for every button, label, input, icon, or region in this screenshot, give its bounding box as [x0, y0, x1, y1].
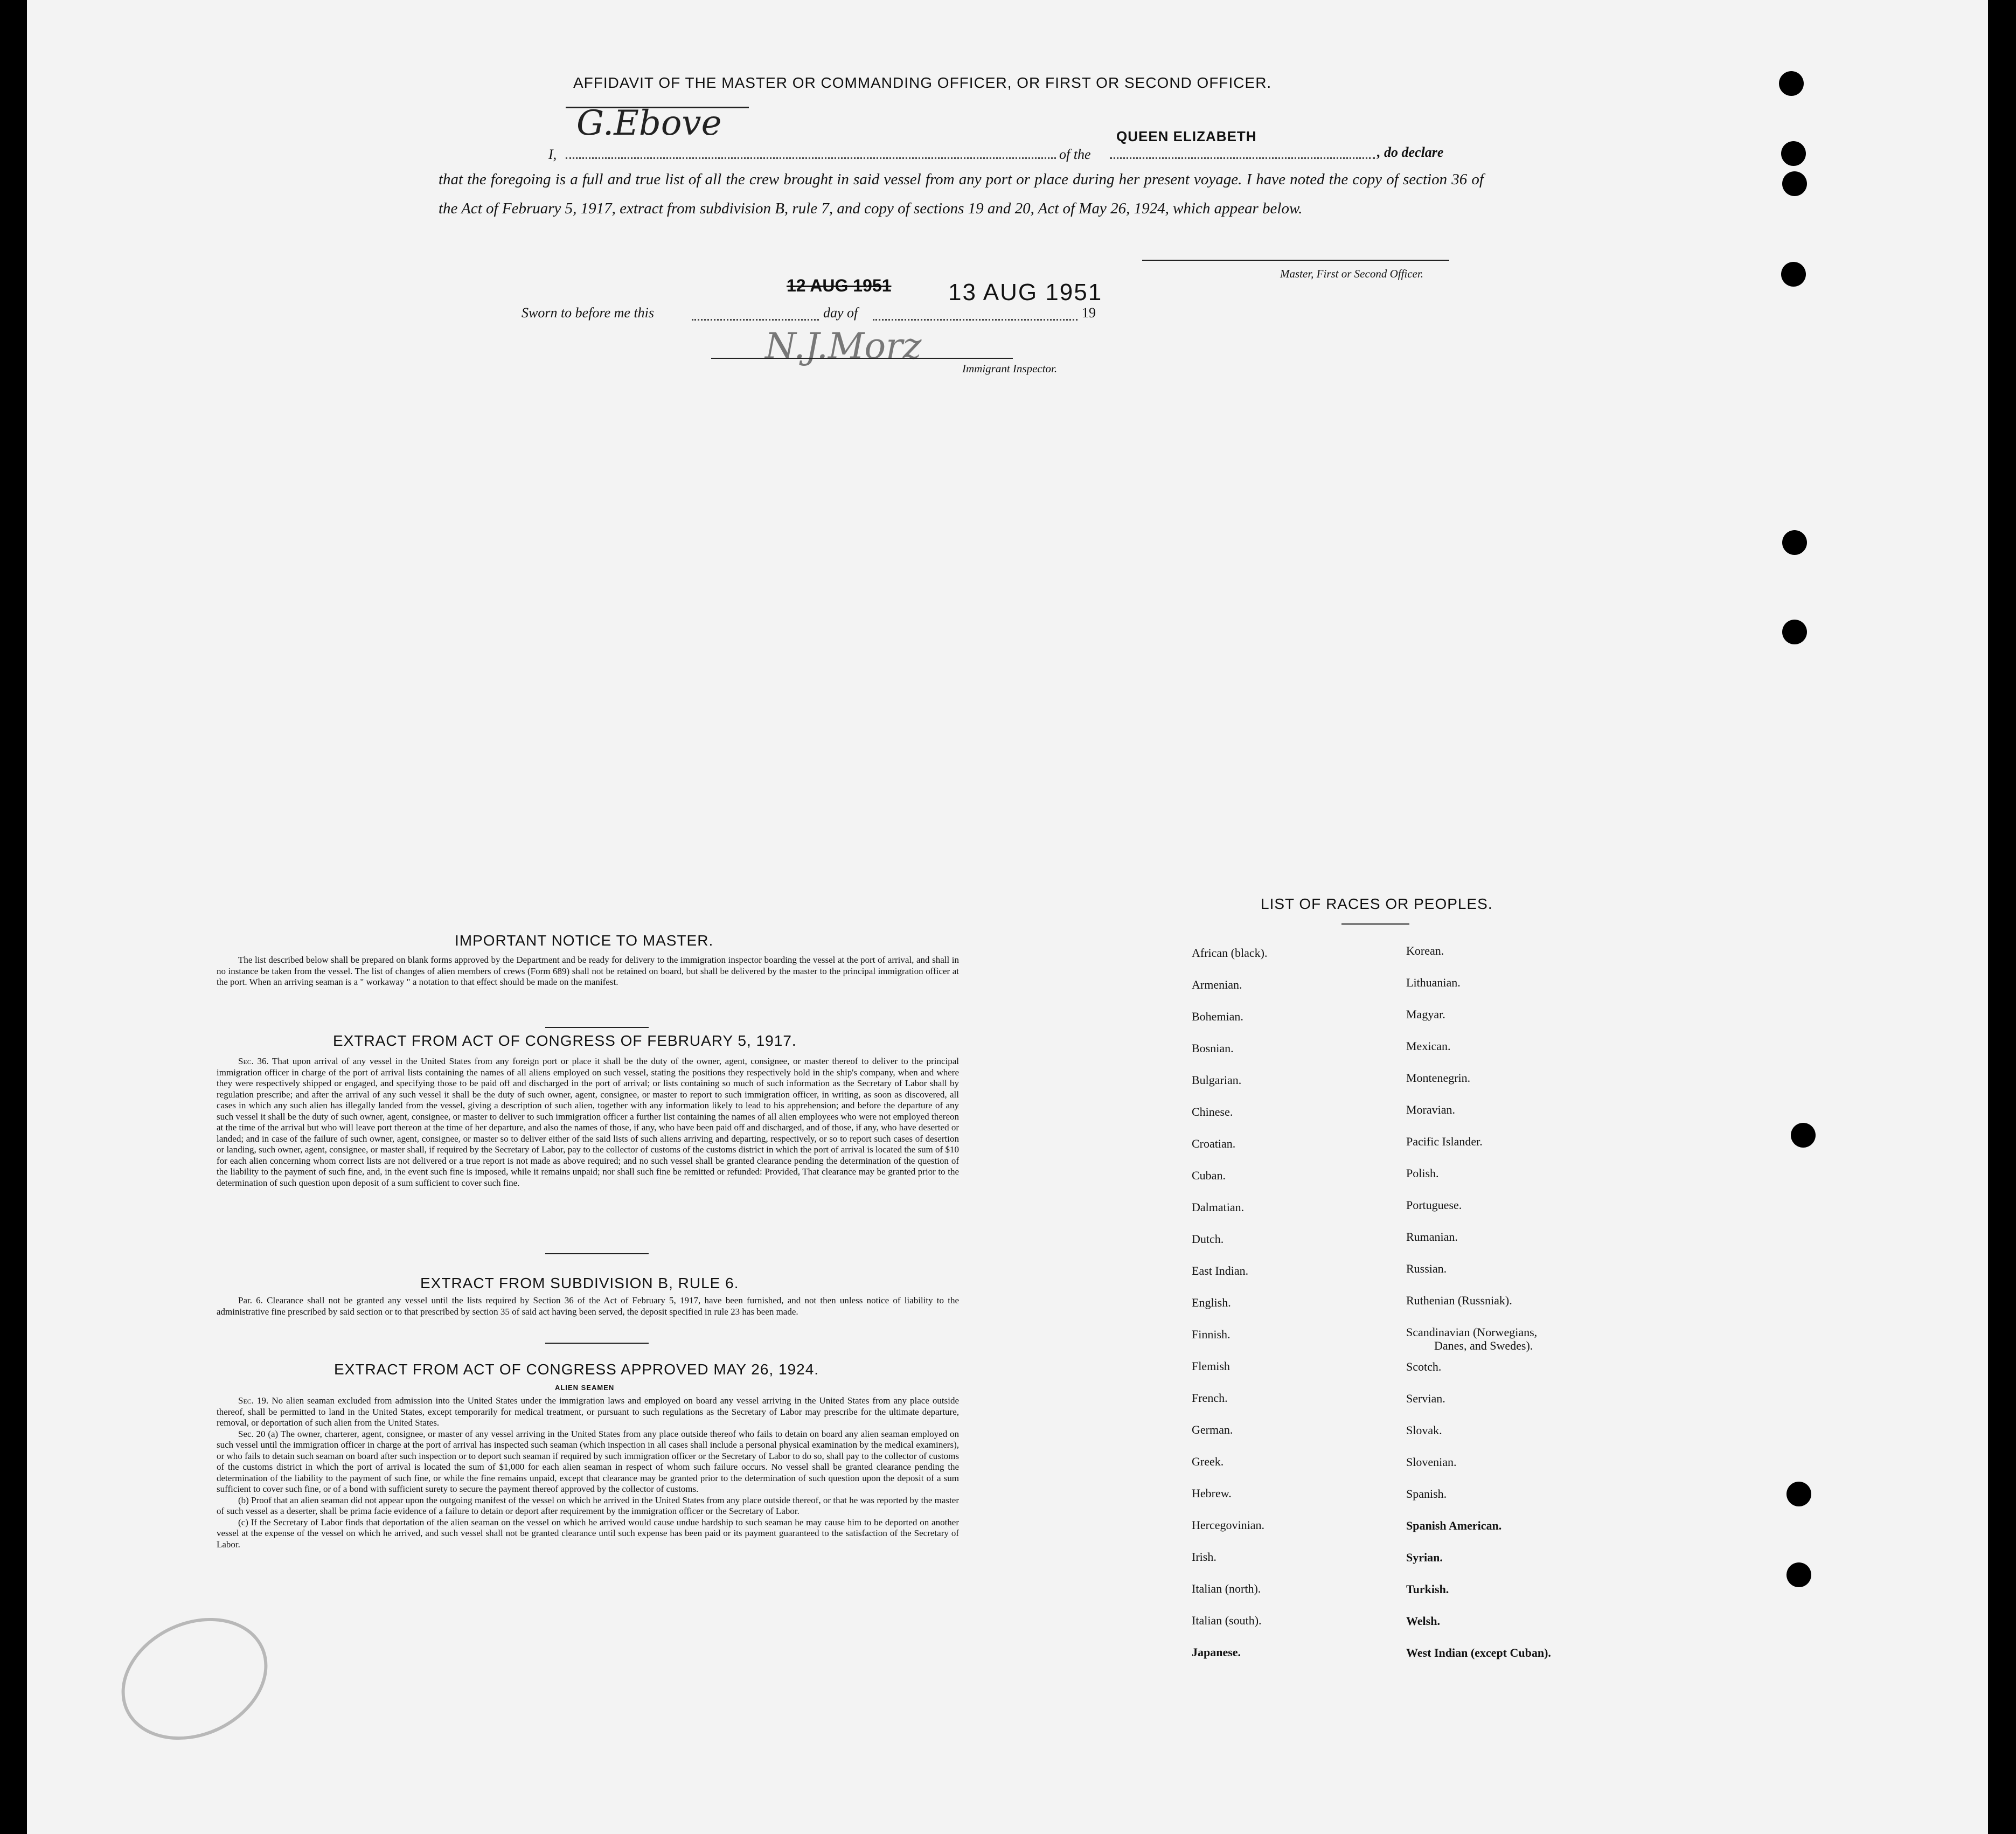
binder-hole [1782, 530, 1807, 555]
sec20c-label: (c) [238, 1517, 248, 1527]
vessel-name-line [1110, 157, 1375, 159]
race-item: Armenian. [1192, 978, 1242, 991]
races-title-rule [1341, 923, 1409, 925]
rule6-text [217, 1295, 959, 1317]
extract-1924-body [217, 1395, 959, 1550]
race-item: Pacific Islander. [1406, 1135, 1483, 1148]
race-item: Slovak. [1406, 1423, 1442, 1437]
rule6-par-label: Par. 6. [238, 1295, 263, 1305]
sworn-day-line [692, 319, 819, 321]
race-item: Chinese. [1192, 1105, 1233, 1119]
race-item: Finnish. [1192, 1328, 1231, 1341]
section-divider [545, 1253, 649, 1254]
inspector-caption: Immigrant Inspector. [962, 362, 1058, 375]
race-item: Servian. [1406, 1392, 1445, 1405]
officer-name-line [566, 157, 1056, 159]
race-item: Japanese. [1192, 1645, 1241, 1659]
race-item: Bosnian. [1192, 1041, 1234, 1055]
sec19-text: No alien seaman excluded from admission into the United States under the immigration laws and employed on board any vessel arriving in the United States from any place outside thereof, shall be permitted to land in the United States, except temporarily for medical treatment, or pursuant to such regulations as the Secretary of Labor may prescribe for the ultimate departure, removal, or deportation of such alien from the United States. [217, 1395, 959, 1428]
race-item: West Indian (except Cuban). [1406, 1646, 1551, 1659]
sec20c-text: If the Secretary of Labor finds that deportation of the alien seaman on the vessel on which he arrived would cause undue hardship to such seaman he may cause him to be deported on another vessel at the expense of the vessel on which he arrived, and such vessel shall not be granted clearance until such expense has been paid or its payment guaranteed to the satisfaction of the Secretary of Labor. [217, 1517, 959, 1550]
race-item: Scandinavian (Norwegians, [1406, 1325, 1538, 1339]
race-item: Polish. [1406, 1166, 1439, 1180]
race-item: Korean. [1406, 944, 1444, 957]
race-item: Ruthenian (Russniak). [1406, 1294, 1512, 1307]
race-item: Croatian. [1192, 1137, 1236, 1150]
sec20a-text: The owner, charterer, agent, consignee, or master of any vessel arriving in the United States from any place outside thereof who fails to detain on board any alien seaman employed on such vessel until the immigration officer in charge at the port of arrival has inspected such seaman (which inspection in all cases shall include a personal physical examination by the medical examiners), or who fails to detain such seaman on board after such inspection or to deport such seaman if required by such immigration officer or the Secretary of Labor to do so, shall pay to the collector of customs of the customs district in which the port of arrival is located the sum of $1,000 for each alien seaman in respect of whom such failure occurs. No vessel shall be granted clearance pending the determination of the liability to the payment of such fine, or while the fine remains unpaid, except that clearance may be granted prior to the determination of such question upon the deposit of a sum sufficient to cover such fine, or of a bond with sufficient surety to secure the payment thereof approved by the collector of customs. [217, 1428, 959, 1494]
race-item: Greek. [1192, 1455, 1224, 1468]
alien-seamen-subtitle: ALIEN SEAMEN [555, 1384, 615, 1392]
race-item: Spanish. [1406, 1487, 1447, 1500]
race-item: Bohemian. [1192, 1010, 1243, 1023]
race-item: Scotch. [1406, 1360, 1442, 1373]
race-item: French. [1192, 1391, 1228, 1405]
binder-hole [1786, 1482, 1811, 1506]
extract-1917-sec-label: Sec. 36. [238, 1056, 269, 1066]
binder-hole [1782, 620, 1807, 644]
race-item: Dalmatian. [1192, 1200, 1245, 1214]
race-item: English. [1192, 1296, 1231, 1309]
day-of-label: day of [823, 305, 858, 321]
extract-1924-title: EXTRACT FROM ACT OF CONGRESS APPROVED MAY 26, 1924. [334, 1361, 819, 1378]
race-item-continuation: Danes, and Swedes). [1434, 1339, 1533, 1352]
notice-text: The list described below shall be prepared on blank forms approved by the Department and be ready for delivery to the immigration inspector boarding the vessel at the port of arrival, and shall in no instance be taken from the vessel. The list of changes of alien members of crews (Form 689) shall not be retained on board, but shall be delivered by the master to the principal immigration officer at the port. When an arriving seaman is a " workaway " a notation to that effect should be made on the manifest. [217, 955, 959, 987]
binder-hole [1786, 1562, 1811, 1587]
binder-hole [1779, 71, 1804, 96]
race-item: Turkish. [1406, 1582, 1449, 1596]
extract-1917-title: EXTRACT FROM ACT OF CONGRESS OF FEBRUARY 5, 1917. [333, 1032, 797, 1049]
race-item: Italian (north). [1192, 1582, 1261, 1595]
year-prefix: 19 [1082, 305, 1096, 321]
notice-title: IMPORTANT NOTICE TO MASTER. [455, 932, 714, 949]
race-item: Spanish American. [1406, 1519, 1502, 1532]
race-item: Lithuanian. [1406, 976, 1461, 989]
race-item: Hercegovinian. [1192, 1518, 1264, 1532]
i-label: I, [548, 147, 557, 162]
master-signature-line [1142, 260, 1449, 261]
extract-1917-text [217, 1056, 959, 1189]
officer-signature: G.Ebove [576, 103, 722, 143]
race-item: German. [1192, 1423, 1233, 1436]
section-divider [545, 1027, 649, 1028]
race-item: Hebrew. [1192, 1486, 1232, 1500]
race-item: Moravian. [1406, 1103, 1456, 1116]
rule6-title: EXTRACT FROM SUBDIVISION B, RULE 6. [420, 1275, 739, 1291]
sec20a-label: Sec. 20 (a) [238, 1428, 279, 1439]
vessel-name: QUEEN ELIZABETH [1116, 128, 1257, 144]
do-declare-label: , do declare [1377, 144, 1444, 160]
sec20b-text: Proof that an alien seaman did not appear upon the outgoing manifest of the vessel on which he arrived in the United States from any place outside thereof, or that he was reported by the master of such vessel as a deserter, shall be prima facie evidence of a failure to detain or deport after requirement by the immigration officer or the Secretary of Labor. [217, 1495, 959, 1516]
race-item: Cuban. [1192, 1169, 1226, 1182]
of-the-label: of the [1059, 147, 1091, 162]
sworn-label: Sworn to before me this [522, 305, 655, 321]
race-item: Flemish [1192, 1359, 1230, 1373]
race-item: Italian (south). [1192, 1614, 1262, 1627]
race-item: Dutch. [1192, 1232, 1224, 1246]
binder-hole [1791, 1123, 1816, 1148]
race-item: Syrian. [1406, 1551, 1443, 1564]
stamped-date: 13 AUG 1951 [948, 279, 1103, 305]
race-item: Portuguese. [1406, 1198, 1462, 1212]
race-item: Mexican. [1406, 1039, 1451, 1053]
affidavit-title: AFFIDAVIT OF THE MASTER OR COMMANDING OFFICER, OR FIRST OR SECOND OFFICER. [573, 74, 1272, 91]
sec20b-label: (b) [238, 1495, 249, 1505]
sec19-label: Sec. 19. [238, 1395, 269, 1406]
race-item: Montenegrin. [1406, 1071, 1471, 1085]
section-divider [545, 1343, 649, 1344]
races-title: LIST OF RACES OR PEOPLES. [1261, 895, 1493, 912]
extract-1917-body: That upon arrival of any vessel in the United States from any foreign port or place it shall be the duty of the owner, agent, consignee, or master thereof to deliver to the principal immigration officer in charge of the port of arrival lists containing the names of all aliens employed on such vessel, stating the positions they respectively hold in the ship's company, when and where they were respectively shipped or engaged, and specifying those to be paid off and discharged in the port of arrival; or lists containing so much of such information as the Secretary of Labor shall by regulation prescribe; and after the arrival of any such vessel it shall be the duty of such owner, agent, consignee, or master to report to such immigration officer, in writing, as soon as discovered, all cases in which any such alien has illegally landed from the vessel, giving a description of such alien, together with any information likely to lead to his apprehension; and before the departure of any such vessel it shall be the duty of such owner, agent, consignee, or master to deliver to such immigration officer a further list containing the names of all alien employees who were not employed thereon at the time of the arrival but who will leave port thereon at the time of her departure, and also the names of those, if any, who have been paid off and discharged, and of those, if any, who have deserted or landed; and in case of the failure of such owner, agent, consignee, or master so to deliver either of the said lists of such aliens arriving and departing, respectively, or so to report such cases of desertion or landing, such owner, agent, consignee, or master shall, if required by the Secretary of Labor, pay to the collector of customs of the customs district in which the port of arrival is located the sum of $10 for each alien concerning whom correct lists are not delivered or a true report is not made as above required; and no such vessel shall be granted clearance pending the determination of the question of the liability to the payment of such fine, and, in the event such fine is imposed, while it remains unpaid; nor shall such fine be remitted or refunded: Provided, That clearance may be granted prior to the determination of such question upon deposit of a sum sufficient to cover such fine. [217, 1056, 959, 1188]
race-item: East Indian. [1192, 1264, 1249, 1277]
faint-circular-stamp [101, 1595, 287, 1762]
document-page [27, 0, 1988, 1834]
race-item: Rumanian. [1406, 1230, 1458, 1243]
race-item: Welsh. [1406, 1614, 1440, 1628]
race-item: Slovenian. [1406, 1455, 1457, 1469]
declaration-text: that the foregoing is a full and true list of all the crew brought in said vessel from any port or place during her present voyage. I have noted the copy of section 36 of the Act of February 5, 1917, extract from subdivision B, rule 7, and copy of sections 19 and 20, Act of May 26, 1924, which appear below. [439, 171, 1484, 217]
inspector-signature: N.J.Morz [765, 325, 922, 367]
binder-hole [1782, 171, 1807, 196]
race-item: Magyar. [1406, 1008, 1445, 1021]
rule6-body: Clearance shall not be granted any vessel until the lists required by Section 36 of the Act of February 5, 1917, have been furnished, and not then unless notice of liability to the administrative fine prescribed by said section or to that prescribed by section 35 of said act having been served, the deposit specified in rule 23 has been made. [217, 1295, 959, 1317]
race-item: Bulgarian. [1192, 1073, 1242, 1087]
race-item: Irish. [1192, 1550, 1216, 1564]
race-item: Russian. [1406, 1262, 1447, 1275]
binder-hole [1781, 141, 1806, 166]
struck-date: 12 AUG 1951 [787, 276, 892, 295]
binder-hole [1781, 262, 1806, 287]
inspector-signature-line [711, 358, 1013, 359]
sworn-month-line [873, 319, 1077, 321]
master-caption: Master, First or Second Officer. [1280, 267, 1423, 280]
race-item: African (black). [1192, 946, 1268, 960]
